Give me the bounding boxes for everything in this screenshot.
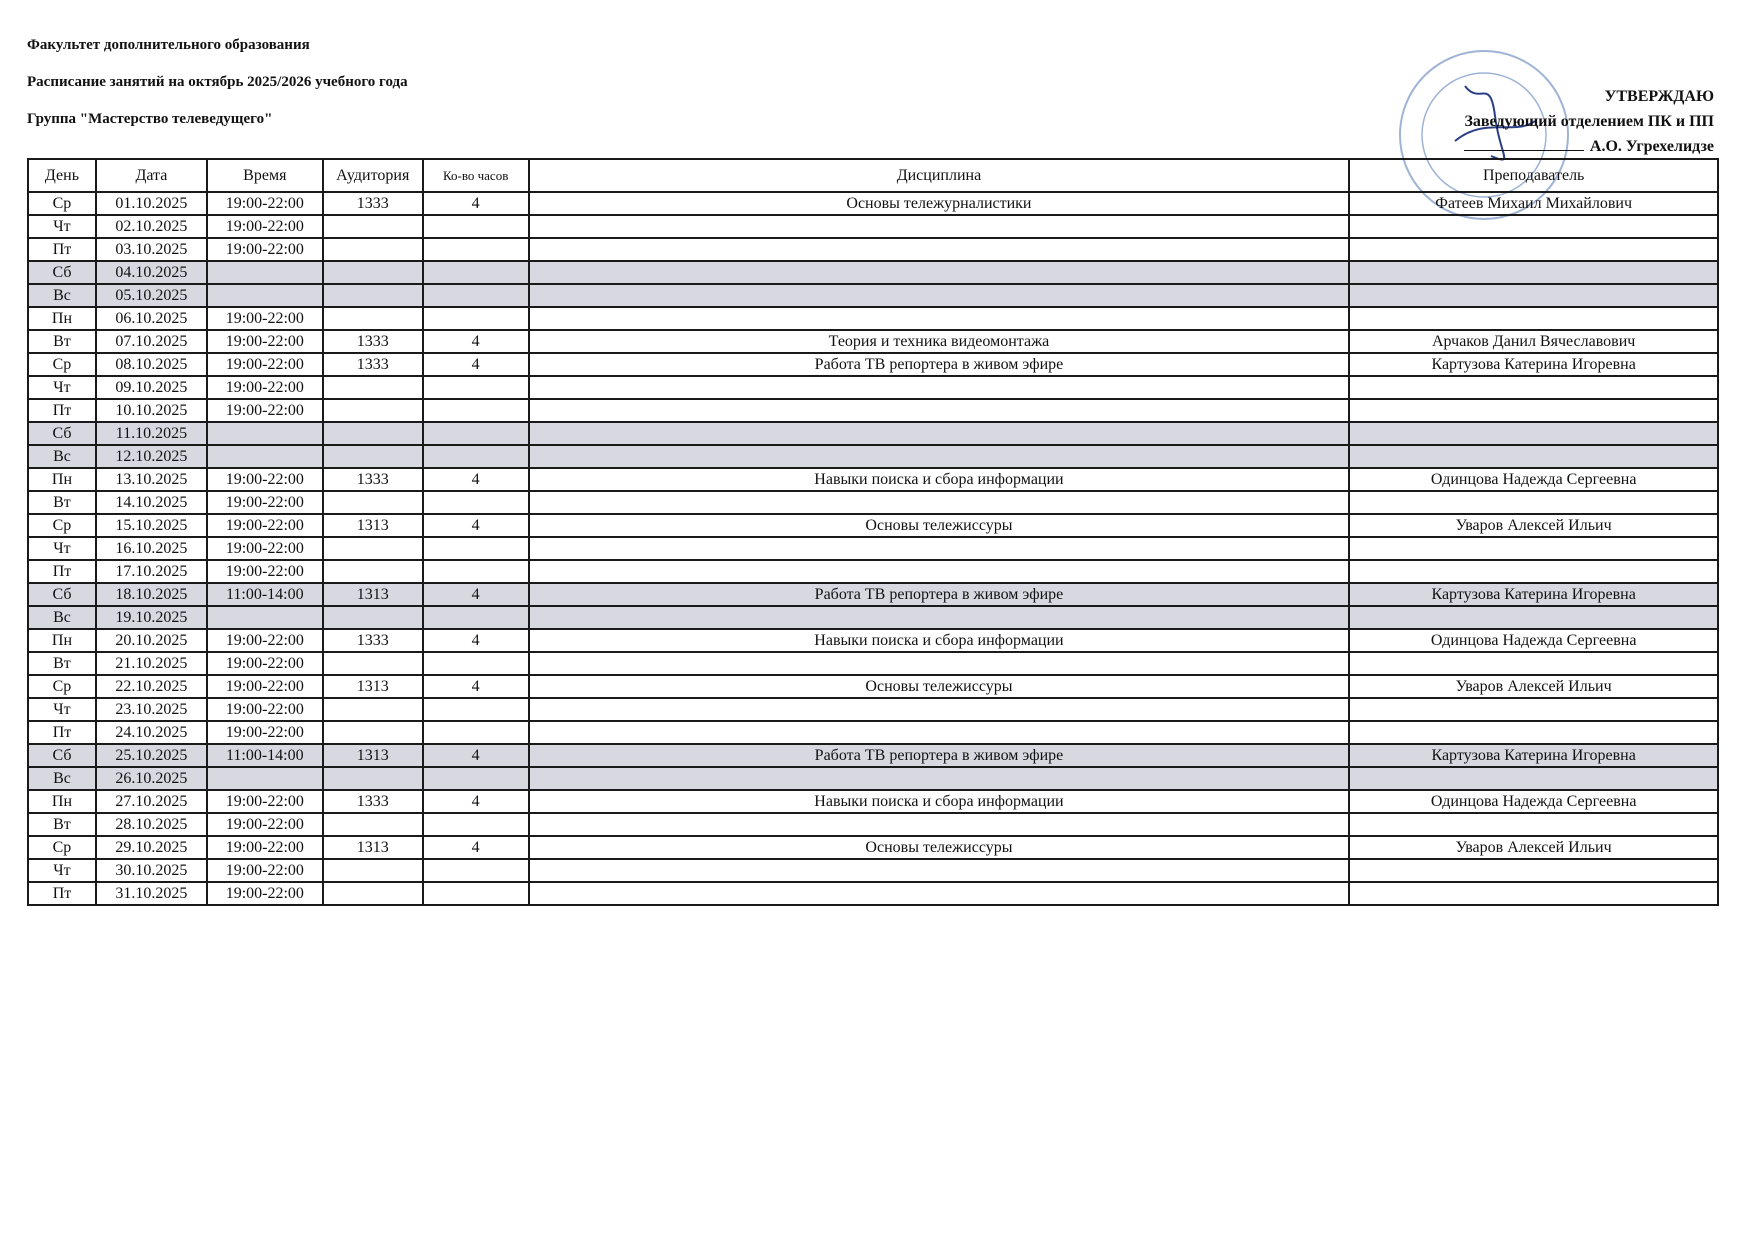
- cell-room: [323, 560, 423, 583]
- cell-date: 03.10.2025: [96, 238, 207, 261]
- cell-room: [323, 882, 423, 905]
- cell-teacher: Картузова Катерина Игоревна: [1349, 744, 1718, 767]
- col-header-room: Аудитория: [323, 159, 423, 192]
- cell-time: 19:00-22:00: [207, 560, 323, 583]
- cell-day: Вт: [28, 813, 96, 836]
- cell-date: 31.10.2025: [96, 882, 207, 905]
- table-row: [28, 491, 1718, 514]
- cell-discipline: [529, 445, 1350, 468]
- cell-day: Сб: [28, 744, 96, 767]
- cell-hours: 4: [423, 353, 529, 376]
- cell-day: Ср: [28, 353, 96, 376]
- cell-discipline: [529, 698, 1350, 721]
- cell-time: 19:00-22:00: [207, 491, 323, 514]
- cell-day: Вт: [28, 491, 96, 514]
- cell-day: Пн: [28, 629, 96, 652]
- cell-date: 16.10.2025: [96, 537, 207, 560]
- cell-day: Сб: [28, 422, 96, 445]
- cell-room: [323, 698, 423, 721]
- cell-discipline: [529, 721, 1350, 744]
- cell-room: 1313: [323, 744, 423, 767]
- cell-time: 19:00-22:00: [207, 836, 323, 859]
- cell-room: [323, 284, 423, 307]
- cell-time: 19:00-22:00: [207, 813, 323, 836]
- cell-room: [323, 238, 423, 261]
- cell-room: [323, 721, 423, 744]
- col-header-time: Время: [207, 159, 323, 192]
- cell-room: [323, 767, 423, 790]
- cell-day: Пт: [28, 560, 96, 583]
- cell-teacher: [1349, 422, 1718, 445]
- table-body: [28, 192, 1718, 905]
- cell-teacher: Уваров Алексей Ильич: [1349, 675, 1718, 698]
- cell-hours: 4: [423, 629, 529, 652]
- cell-hours: [423, 813, 529, 836]
- cell-teacher: [1349, 399, 1718, 422]
- cell-day: Чт: [28, 859, 96, 882]
- cell-room: 1313: [323, 836, 423, 859]
- cell-teacher: Уваров Алексей Ильич: [1349, 514, 1718, 537]
- cell-discipline: [529, 399, 1350, 422]
- cell-teacher: [1349, 284, 1718, 307]
- cell-discipline: [529, 537, 1350, 560]
- cell-teacher: [1349, 606, 1718, 629]
- cell-day: Чт: [28, 215, 96, 238]
- cell-discipline: Работа ТВ репортера в живом эфире: [529, 744, 1350, 767]
- cell-time: 19:00-22:00: [207, 698, 323, 721]
- cell-teacher: [1349, 767, 1718, 790]
- cell-day: Сб: [28, 261, 96, 284]
- cell-hours: [423, 376, 529, 399]
- cell-hours: 4: [423, 675, 529, 698]
- faculty-title: Факультет дополнительного образования: [27, 37, 310, 53]
- cell-room: [323, 445, 423, 468]
- cell-teacher: [1349, 537, 1718, 560]
- cell-date: 10.10.2025: [96, 399, 207, 422]
- cell-time: 11:00-14:00: [207, 583, 323, 606]
- cell-teacher: [1349, 261, 1718, 284]
- cell-discipline: Навыки поиска и сбора информации: [529, 629, 1350, 652]
- cell-time: [207, 606, 323, 629]
- table-row: [28, 560, 1718, 583]
- cell-date: 25.10.2025: [96, 744, 207, 767]
- cell-time: 19:00-22:00: [207, 238, 323, 261]
- cell-time: 19:00-22:00: [207, 353, 323, 376]
- cell-room: 1313: [323, 583, 423, 606]
- col-header-discipline: Дисциплина: [529, 159, 1350, 192]
- cell-discipline: [529, 859, 1350, 882]
- cell-day: Пт: [28, 882, 96, 905]
- cell-teacher: Картузова Катерина Игоревна: [1349, 353, 1718, 376]
- cell-discipline: [529, 422, 1350, 445]
- cell-date: 30.10.2025: [96, 859, 207, 882]
- cell-date: 24.10.2025: [96, 721, 207, 744]
- cell-date: 02.10.2025: [96, 215, 207, 238]
- cell-date: 08.10.2025: [96, 353, 207, 376]
- cell-teacher: Одинцова Надежда Сергеевна: [1349, 790, 1718, 813]
- cell-time: 19:00-22:00: [207, 629, 323, 652]
- cell-time: 19:00-22:00: [207, 376, 323, 399]
- cell-room: [323, 537, 423, 560]
- table-row: [28, 652, 1718, 675]
- table-row: [28, 606, 1718, 629]
- cell-discipline: [529, 238, 1350, 261]
- cell-hours: [423, 537, 529, 560]
- cell-date: 28.10.2025: [96, 813, 207, 836]
- cell-teacher: Уваров Алексей Ильич: [1349, 836, 1718, 859]
- cell-hours: [423, 261, 529, 284]
- cell-date: 13.10.2025: [96, 468, 207, 491]
- cell-date: 14.10.2025: [96, 491, 207, 514]
- cell-room: [323, 376, 423, 399]
- cell-day: Вт: [28, 652, 96, 675]
- table-row: [28, 698, 1718, 721]
- table-row: [28, 675, 1718, 698]
- cell-day: Вс: [28, 284, 96, 307]
- table-row: [28, 261, 1718, 284]
- approval-title: УТВЕРЖДАЮ: [1604, 88, 1714, 105]
- cell-date: 12.10.2025: [96, 445, 207, 468]
- approval-name: А.О. Угрехелидзе: [1589, 138, 1714, 155]
- table-header-row: [28, 159, 1718, 192]
- cell-room: 1333: [323, 353, 423, 376]
- cell-discipline: Основы тележурналистики: [529, 192, 1350, 215]
- table-row: [28, 537, 1718, 560]
- cell-hours: [423, 698, 529, 721]
- cell-day: Ср: [28, 675, 96, 698]
- table-row: [28, 307, 1718, 330]
- cell-hours: [423, 491, 529, 514]
- cell-hours: [423, 422, 529, 445]
- cell-time: 19:00-22:00: [207, 307, 323, 330]
- cell-day: Пт: [28, 238, 96, 261]
- cell-discipline: [529, 767, 1350, 790]
- cell-teacher: [1349, 698, 1718, 721]
- cell-room: 1333: [323, 790, 423, 813]
- cell-teacher: Арчаков Данил Вячеславович: [1349, 330, 1718, 353]
- cell-teacher: [1349, 859, 1718, 882]
- cell-hours: [423, 767, 529, 790]
- cell-hours: [423, 307, 529, 330]
- cell-teacher: [1349, 445, 1718, 468]
- table-row: [28, 721, 1718, 744]
- cell-date: 04.10.2025: [96, 261, 207, 284]
- cell-time: 19:00-22:00: [207, 537, 323, 560]
- cell-date: 22.10.2025: [96, 675, 207, 698]
- cell-date: 20.10.2025: [96, 629, 207, 652]
- cell-room: [323, 813, 423, 836]
- col-header-hours: Ко-во часов: [423, 159, 529, 192]
- cell-day: Пт: [28, 399, 96, 422]
- cell-time: [207, 422, 323, 445]
- table-row: [28, 583, 1718, 606]
- cell-hours: 4: [423, 744, 529, 767]
- cell-teacher: Картузова Катерина Игоревна: [1349, 583, 1718, 606]
- approval-position: Заведующий отделением ПК и ПП: [1464, 113, 1714, 130]
- cell-time: 19:00-22:00: [207, 859, 323, 882]
- cell-day: Ср: [28, 514, 96, 537]
- table-row: [28, 284, 1718, 307]
- table-row: [28, 238, 1718, 261]
- cell-discipline: Основы тележиссуры: [529, 836, 1350, 859]
- cell-discipline: [529, 560, 1350, 583]
- cell-time: 19:00-22:00: [207, 675, 323, 698]
- cell-teacher: [1349, 307, 1718, 330]
- table-row: [28, 836, 1718, 859]
- table-row: [28, 353, 1718, 376]
- cell-day: Ср: [28, 192, 96, 215]
- cell-day: Ср: [28, 836, 96, 859]
- cell-room: 1333: [323, 192, 423, 215]
- table-row: [28, 859, 1718, 882]
- group-title: Группа "Мастерство телеведущего": [27, 111, 273, 127]
- cell-time: [207, 261, 323, 284]
- cell-date: 17.10.2025: [96, 560, 207, 583]
- cell-teacher: [1349, 652, 1718, 675]
- table-row: [28, 399, 1718, 422]
- cell-day: Чт: [28, 698, 96, 721]
- cell-hours: [423, 215, 529, 238]
- table-row: [28, 813, 1718, 836]
- cell-day: Чт: [28, 376, 96, 399]
- cell-room: [323, 652, 423, 675]
- cell-discipline: [529, 307, 1350, 330]
- cell-room: [323, 491, 423, 514]
- cell-hours: 4: [423, 583, 529, 606]
- cell-room: [323, 215, 423, 238]
- cell-discipline: [529, 261, 1350, 284]
- cell-discipline: [529, 215, 1350, 238]
- col-header-day: День: [28, 159, 96, 192]
- cell-room: [323, 606, 423, 629]
- cell-day: Пн: [28, 468, 96, 491]
- cell-discipline: [529, 376, 1350, 399]
- cell-time: 19:00-22:00: [207, 215, 323, 238]
- table-row: [28, 330, 1718, 353]
- cell-hours: [423, 721, 529, 744]
- cell-time: [207, 445, 323, 468]
- cell-day: Сб: [28, 583, 96, 606]
- signature-underline: [1464, 136, 1584, 151]
- cell-time: 19:00-22:00: [207, 399, 323, 422]
- cell-discipline: [529, 606, 1350, 629]
- cell-room: [323, 399, 423, 422]
- table-row: [28, 445, 1718, 468]
- cell-discipline: Работа ТВ репортера в живом эфире: [529, 583, 1350, 606]
- cell-teacher: [1349, 376, 1718, 399]
- cell-room: 1313: [323, 514, 423, 537]
- table-row: [28, 790, 1718, 813]
- cell-day: Пн: [28, 307, 96, 330]
- cell-discipline: [529, 813, 1350, 836]
- cell-teacher: Одинцова Надежда Сергеевна: [1349, 468, 1718, 491]
- cell-room: 1333: [323, 330, 423, 353]
- cell-discipline: [529, 491, 1350, 514]
- cell-hours: 4: [423, 514, 529, 537]
- cell-discipline: Работа ТВ репортера в живом эфире: [529, 353, 1350, 376]
- cell-time: 19:00-22:00: [207, 790, 323, 813]
- cell-time: 19:00-22:00: [207, 882, 323, 905]
- cell-teacher: [1349, 560, 1718, 583]
- cell-date: 05.10.2025: [96, 284, 207, 307]
- cell-date: 01.10.2025: [96, 192, 207, 215]
- table-row: [28, 215, 1718, 238]
- cell-room: 1333: [323, 629, 423, 652]
- cell-day: Вс: [28, 767, 96, 790]
- cell-hours: [423, 606, 529, 629]
- approval-signature-line: [1464, 134, 1714, 159]
- cell-day: Чт: [28, 537, 96, 560]
- cell-hours: [423, 560, 529, 583]
- cell-discipline: Теория и техника видеомонтажа: [529, 330, 1350, 353]
- cell-teacher: [1349, 491, 1718, 514]
- cell-hours: [423, 284, 529, 307]
- cell-time: 11:00-14:00: [207, 744, 323, 767]
- cell-time: 19:00-22:00: [207, 721, 323, 744]
- cell-date: 11.10.2025: [96, 422, 207, 445]
- cell-discipline: [529, 882, 1350, 905]
- cell-discipline: Навыки поиска и сбора информации: [529, 468, 1350, 491]
- table-row: [28, 192, 1718, 215]
- cell-time: [207, 284, 323, 307]
- cell-hours: [423, 882, 529, 905]
- col-header-date: Дата: [96, 159, 207, 192]
- cell-room: [323, 422, 423, 445]
- table-row: [28, 629, 1718, 652]
- cell-teacher: [1349, 215, 1718, 238]
- cell-day: Вт: [28, 330, 96, 353]
- cell-date: 26.10.2025: [96, 767, 207, 790]
- cell-time: 19:00-22:00: [207, 652, 323, 675]
- cell-hours: 4: [423, 330, 529, 353]
- cell-date: 18.10.2025: [96, 583, 207, 606]
- table-row: [28, 376, 1718, 399]
- cell-discipline: [529, 652, 1350, 675]
- cell-room: [323, 859, 423, 882]
- schedule-title: Расписание занятий на октябрь 2025/2026 учебного года: [27, 74, 408, 90]
- cell-discipline: [529, 284, 1350, 307]
- cell-teacher: Одинцова Надежда Сергеевна: [1349, 629, 1718, 652]
- cell-time: 19:00-22:00: [207, 330, 323, 353]
- cell-date: 19.10.2025: [96, 606, 207, 629]
- table-row: [28, 468, 1718, 491]
- cell-hours: [423, 445, 529, 468]
- schedule-table: [27, 158, 1719, 906]
- cell-date: 21.10.2025: [96, 652, 207, 675]
- cell-room: 1333: [323, 468, 423, 491]
- cell-hours: 4: [423, 836, 529, 859]
- cell-date: 23.10.2025: [96, 698, 207, 721]
- cell-date: 29.10.2025: [96, 836, 207, 859]
- col-header-teacher: Преподаватель: [1349, 159, 1718, 192]
- table-row: [28, 514, 1718, 537]
- cell-day: Пт: [28, 721, 96, 744]
- cell-discipline: Основы тележиссуры: [529, 675, 1350, 698]
- cell-time: 19:00-22:00: [207, 192, 323, 215]
- cell-hours: [423, 238, 529, 261]
- cell-hours: [423, 859, 529, 882]
- cell-teacher: [1349, 882, 1718, 905]
- table-row: [28, 422, 1718, 445]
- cell-hours: [423, 399, 529, 422]
- cell-room: 1313: [323, 675, 423, 698]
- cell-time: 19:00-22:00: [207, 514, 323, 537]
- cell-time: 19:00-22:00: [207, 468, 323, 491]
- cell-day: Вс: [28, 606, 96, 629]
- cell-hours: 4: [423, 192, 529, 215]
- approval-block: [1464, 84, 1714, 159]
- cell-date: 15.10.2025: [96, 514, 207, 537]
- cell-date: 09.10.2025: [96, 376, 207, 399]
- cell-hours: 4: [423, 790, 529, 813]
- cell-discipline: Навыки поиска и сбора информации: [529, 790, 1350, 813]
- cell-teacher: Фатеев Михаил Михайлович: [1349, 192, 1718, 215]
- cell-date: 27.10.2025: [96, 790, 207, 813]
- cell-hours: [423, 652, 529, 675]
- cell-discipline: Основы тележиссуры: [529, 514, 1350, 537]
- cell-teacher: [1349, 238, 1718, 261]
- cell-room: [323, 307, 423, 330]
- table-row: [28, 767, 1718, 790]
- cell-time: [207, 767, 323, 790]
- cell-day: Пн: [28, 790, 96, 813]
- cell-date: 06.10.2025: [96, 307, 207, 330]
- cell-day: Вс: [28, 445, 96, 468]
- cell-teacher: [1349, 813, 1718, 836]
- cell-date: 07.10.2025: [96, 330, 207, 353]
- cell-room: [323, 261, 423, 284]
- cell-teacher: [1349, 721, 1718, 744]
- table-row: [28, 744, 1718, 767]
- cell-hours: 4: [423, 468, 529, 491]
- table-row: [28, 882, 1718, 905]
